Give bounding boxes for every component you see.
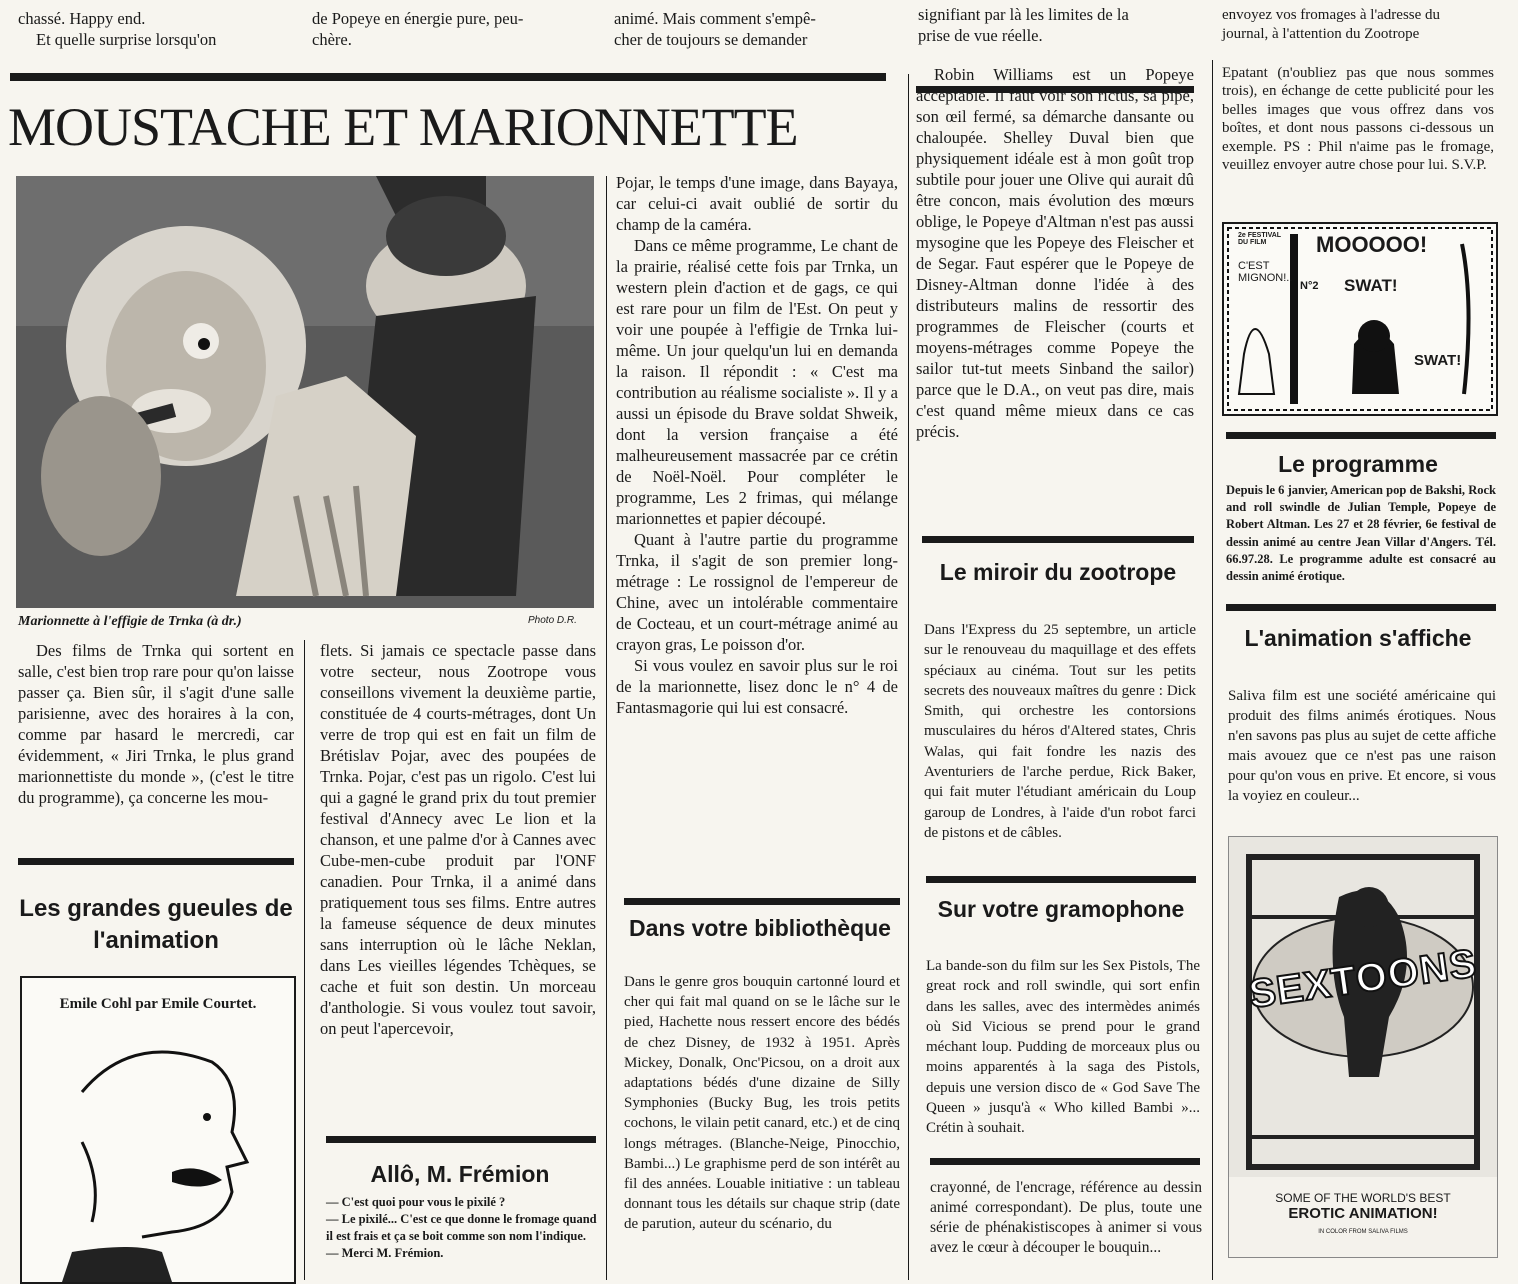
programme-text: Depuis le 6 janvier, American pop de Bakshi, Rock and roll swindle de Julian Temple, Popeye de Robert Altman. Les 27 et 28 février, 6e festival de dessin animé au centre Jean Villar d'Angers. Tél. 66.97.28. Le programme adulte est consacré au dessin animé érotique. [1226, 483, 1496, 584]
section-rule [930, 1158, 1200, 1165]
col4-text: Robin Williams est un Popeye acceptable. Il faut voir son rictus, sa pipe, son œil fermé, sa démarche dansante ou chaloupée. Shelley Duval bien que physiquement idéale est à mon goût trop subtile pour jouer une Olive qui aurait dû être concon, mais évolution des mœurs oblige, le Popeye d'Altman n'est pas aussi mysogine que les Popeye des Fleischer et de Segar. Faut espérer que le Popeye de Disney-Altman donne l'idée à des distributeurs malins de ressortir des programmes de Fleischer (courts et moyens-métrages comme Popeye the sailor tut-tut meets Sinband the sailor) parce que le D.A., on veut pas dire, mais c'est quand même mieux dans ce cas précis. [916, 65, 1194, 441]
column-divider [908, 74, 909, 1280]
text-line: prise de vue réelle. [918, 26, 1043, 45]
top-strip-col4 [918, 4, 1194, 46]
allo-dialog [326, 1194, 598, 1262]
text-line: chassé. Happy end. [18, 9, 146, 28]
section-rule [922, 536, 1194, 543]
photo-credit: Photo D.R. [528, 615, 577, 626]
col4-bottom-text: crayonné, de l'encrage, référence au dessin animé correspondant). De plus, toute une série de phénakistiscopes à animer si vous avez le cœur à découper le bouquin... [930, 1179, 1202, 1256]
paragraph: Quant à l'autre partie du programme Trnka, il s'agit de son premier long-métrage : Le rossignol de l'empereur de Chine, avec un intolérable commentaire de Cocteau, et un court-métrage animé au crayon gras, Le poisson d'or. [616, 530, 898, 654]
text-line: signifiant par là les limites de la [918, 5, 1129, 24]
marionette-image [16, 176, 594, 608]
portrait-drawing [22, 1022, 294, 1282]
text-line: cher de toujours se demander [614, 30, 808, 49]
top-strip-col3 [614, 8, 886, 50]
dialog-line: — Le pixilé... C'est ce que donne le fromage quand il est frais et ça se boit comme son nom l'indique. [326, 1212, 597, 1243]
text-line: Et quelle surprise lorsqu'on [36, 30, 217, 49]
col2-text: flets. Si jamais ce spectacle passe dans votre secteur, nous Zootrope vous conseillons vivement la deuxième partie, constituée de 4 courts-métrages, dont Un verre de trop qui est en fait un film de Brétislav Pojar, avec des poupées de Trnka. Pojar, c'est pas un rigolo. C'est lui qui a gagné le grand prix du tout premier festival d'Annecy avec Le lion et la chanson, et une palme d'or à Cannes avec Cube-men-cube produit par l'ONF canadien. Pour Trnka, il a animé dans pratiquement tous ses films. Entre autres la fameuse séquence de deux minutes sans interruption où le lâche Neklan, dans Les vieilles légendes Tchèques, se cache et fuit son destin. Un morceau d'anthologie. Si vous voulez tout savoir, on peut l'apercevoir, [320, 641, 596, 1038]
text-line: envoyez vos fromages à l'adresse du [1222, 7, 1441, 23]
text-line: de Popeye en énergie pure, peu- [312, 9, 524, 28]
headline-rule [10, 73, 886, 81]
section-rule [926, 876, 1196, 883]
paragraph: Dans ce même programme, Le chant de la prairie, réalisé cette fois par Trnka, un western plein d'action et de gags, ce qui est rare pour un film de l'Est. On peut y voir une poupée à l'effigie de Trnka lui-même. Un jour quelqu'un lui en demanda la raison. Il répondit : « C'est ma contribution au réalisme socialiste ». Il y a aussi un épisode du Brave soldat Shweik, dont la version française a été malheureusement massacrée par ce crétin de Noël-Noël. Pour compléter le programme, Les 2 frimas, qui mélange marionnettes et papier découpé. [616, 236, 898, 528]
gramophone-text: La bande-son du film sur les Sex Pistols, The great rock and roll swindle, qui sort enfin dans les salles, avec des intermèdes animés où Sid Vicious se prend pour le grand méchant loup. Pudding de morceaux plus ou moins apparentés à la saga des Pistols, depuis une version disco de « God Save The Queen » jusqu'à « Who killed Bambi »... Crétin à souhait. [926, 958, 1200, 1137]
portrait-caption: Emile Cohl par Emile Courtet. [59, 996, 257, 1012]
affiche-title: L'animation s'affiche [1244, 625, 1472, 651]
dialog-line: — C'est quoi pour vous le pixilé ? [326, 1195, 506, 1209]
column-divider [606, 176, 607, 1280]
affiche-text: Saliva film est une société américaine qui produit des films animés érotiques. Nous n'en savons pas plus au sujet de cette affiche mais avouez que ce n'est pas une raison pour qu'on vous en prive. Et encore, si vous la voyiez en couleur... [1228, 688, 1496, 804]
poster-tagline-1: SOME OF THE WORLD'S BEST [1275, 1191, 1451, 1205]
miroir-title: Le miroir du zootrope [939, 559, 1177, 585]
issue-number: N°2 [1300, 280, 1319, 292]
headline: MOUSTACHE ET MARIONNETTE [8, 97, 798, 157]
column-divider [304, 640, 305, 1280]
section-rule [624, 898, 900, 905]
top-strip-col1 [18, 8, 286, 50]
section-rule [18, 858, 294, 865]
sextoons-poster [1228, 836, 1498, 1258]
dialog-line: — Merci M. Frémion. [326, 1246, 444, 1260]
bubble-swat: SWAT! [1344, 276, 1398, 295]
bubble-cest: C'EST MIGNON!.. [1238, 260, 1293, 284]
section-rule [1226, 432, 1496, 439]
stamp-label: 2e FESTIVAL DU FILM [1238, 232, 1281, 246]
col5-text: Epatant (n'oubliez pas que nous sommes trois), en échange de cette publicité pour les belles images que vous offrez dans vos boîtes, et dont nous passons ci-dessous un exemple. PS : Phil n'aime pas le fromage, veuillez envoyer autre chose pour lui. S.V.P. [1222, 65, 1494, 174]
marionette-photo [16, 176, 594, 608]
paragraph: Si vous voulez en savoir plus sur le roi de la marionnette, lisez donc le n° 4 de Fantasmagorie qui lui est consacré. [616, 656, 898, 717]
grandes-gueules-title: Les grandes gueules de l'animation [19, 895, 293, 954]
bubble-swat: SWAT! [1414, 352, 1462, 369]
portrait-box [20, 976, 296, 1284]
top-strip-col5 [1222, 6, 1496, 44]
programme-title: Le programme [1278, 451, 1438, 477]
miroir-text: Dans l'Express du 25 septembre, un article sur le renouveau du maquillage et des effets spéciaux au cinéma. Tout sur les petits secrets des nouveaux maîtres du genre : Dick Smith, qui orchestre les contorsions musculaires du héros d'Altered states, Chris Walas, qui fait fondre les nazis des Aventuriers de l'arche perdue, Rick Baker, qui fait muter l'étudiant américain du Loup garoup de Londres, à l'aide d'un robot farci de pistons et de câbles. [924, 622, 1196, 841]
top-strip-col2 [312, 8, 590, 50]
col3-article [616, 172, 898, 718]
poster-tagline-2: EROTIC ANIMATION! [1288, 1205, 1438, 1222]
poster-title: SEXTOONS [1246, 941, 1480, 1017]
bibliotheque-text: Dans le genre gros bouquin cartonné lourd et cher qui fait mal quand on se le lâche sur le pied, Hachette nous ressert encore des bédés de chez Disney, de 1932 à 1951. Après Mickey, Donalk, Onc'Picsou, on a droit aux adaptations bédés d'une dizaine de Silly Symphonies (Bucky Bug, les trois petits cochons, le vilain petit canard, etc.) et de cinq longs métrages. (Blanche-Neige, Pinocchio, Bambi...) Le graphisme perd de son intérêt au fil des années. Louable initiative : un tableau donnant tous les détails sur chaque strip (date de parution, auteur du scénario, du [624, 974, 900, 1233]
paragraph: Pojar, le temps d'une image, dans Bayaya, car celui-ci avait oublié de sortir du champ de la caméra. [616, 173, 898, 234]
text-line: animé. Mais comment s'empê- [614, 9, 816, 28]
gramophone-title: Sur votre gramophone [937, 896, 1185, 922]
bibliotheque-title: Dans votre bibliothèque [629, 915, 891, 941]
section-rule [1226, 604, 1496, 611]
comic-stamp [1222, 222, 1498, 416]
photo-caption: Marionnette à l'effigie de Trnka (à dr.) [18, 614, 242, 629]
poster-credit: IN COLOR FROM SALIVA FILMS [1318, 1229, 1408, 1235]
text-line: chère. [312, 30, 352, 49]
col1-text: Des films de Trnka qui sortent en salle, c'est bien trop rare pour qu'on laisse passer ça. Bien sûr, il s'agit d'une salle parisienne, avec des horaires à la con, comme par hasard le mercredi, car évidemment, « Jiri Trnka, le plus grand marionnettiste du monde », (c'est le titre du programme), ça concerne les mou- [18, 641, 294, 807]
text-line: journal, à l'attention du Zootrope [1222, 26, 1420, 42]
bubble-mooo: MOOOOO! [1316, 232, 1428, 257]
column-divider [1212, 60, 1213, 1280]
section-rule [326, 1136, 596, 1143]
allo-title: Allô, M. Frémion [370, 1161, 550, 1187]
